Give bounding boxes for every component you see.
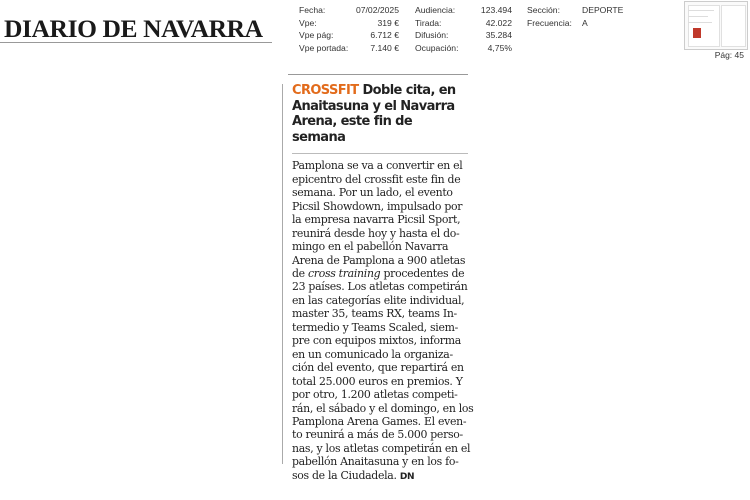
body-line: rán, el sábado y el domingo, en los xyxy=(292,401,474,415)
body-line: pabellón Anaitasuna y en los fo- xyxy=(292,455,459,469)
thumbnail-line xyxy=(688,16,708,17)
body-line: semana. Por un lado, el evento xyxy=(292,186,453,200)
difusion-value: 35.284 xyxy=(485,30,512,40)
meta-column-2 xyxy=(415,4,512,54)
body-line: to reunirá a más de 5.000 perso- xyxy=(292,428,463,442)
body-line-suffix: procedentes de xyxy=(383,267,465,280)
body-line: en un comunicado la organiza- xyxy=(292,347,453,361)
body-line: termedio y Teams Scaled, siem- xyxy=(292,320,459,334)
masthead-logo: DIARIO DE NAVARRA xyxy=(4,14,263,43)
body-line: pre con equipos mixtos, informa xyxy=(292,334,461,348)
seccion-label: Sección: xyxy=(527,5,560,15)
audiencia-value: 123.494 xyxy=(480,5,512,15)
body-line: mingo en el pabellón Navarra xyxy=(292,240,449,254)
ocupacion-label: Ocupación: xyxy=(415,42,459,53)
article xyxy=(282,74,474,484)
body-line: Picsil Showdown, impulsado por xyxy=(292,199,463,213)
vpe-value: 319 € xyxy=(377,17,399,28)
body-last-line: sos de la Ciudadela. xyxy=(292,468,397,482)
thumbnail-highlight xyxy=(693,28,701,38)
page-thumbnail[interactable] xyxy=(684,1,748,50)
frecuencia-value: A xyxy=(582,17,588,28)
body-line: Pamplona se va a convertir en el xyxy=(292,159,463,173)
body-line xyxy=(292,267,468,280)
meta-column-3 xyxy=(527,4,627,29)
fecha-value: 07/02/2025 xyxy=(355,5,399,15)
italic-term: cross training xyxy=(307,267,381,280)
article-headline xyxy=(292,83,468,145)
audiencia-label: Audiencia: xyxy=(415,5,456,15)
body-line: Pamplona Arena Games. El even- xyxy=(292,414,467,428)
headline-text: Doble cita, en Anaitasuna y el Navarra Arena, este fin de semana xyxy=(292,83,456,145)
meta-column-1 xyxy=(299,4,399,54)
body-line: ción del evento, que repartirá en xyxy=(292,361,464,375)
thumbnail-line xyxy=(688,10,714,11)
vpe-pag-value: 6.712 € xyxy=(370,30,399,40)
fecha-label: Fecha: xyxy=(299,5,326,15)
page-number: Pág: 45 xyxy=(714,50,744,60)
headline-rule xyxy=(292,153,468,154)
body-line: epicentro del crossfit este fin de xyxy=(292,172,461,186)
body-line: Arena de Pamplona a 900 atletas xyxy=(292,253,466,267)
thumbnail-page-left xyxy=(688,5,720,47)
ocupacion-value: 4,75% xyxy=(487,42,512,53)
body-line: nas, y los atletas competirán en el xyxy=(292,441,471,455)
thumbnail-line xyxy=(688,22,712,23)
body-line: la empresa navarra Picsil Sport, xyxy=(292,213,461,227)
article-top-rule xyxy=(288,74,468,75)
tirada-label: Tirada: xyxy=(415,17,442,28)
masthead-divider xyxy=(0,42,272,43)
vpe-pag-label: Vpe pág: xyxy=(299,30,334,40)
author-signature: DN xyxy=(399,471,415,482)
body-line: 23 países. Los atletas competirán xyxy=(292,280,468,294)
body-line: en las categorías elite individual, xyxy=(292,293,465,307)
vpe-portada-value: 7.140 € xyxy=(370,42,399,53)
frecuencia-label: Frecuencia: xyxy=(527,17,572,28)
section-tag: CROSSFIT xyxy=(292,83,359,98)
seccion-value: DEPORTE xyxy=(582,5,624,15)
body-line: master 35, teams RX, teams In- xyxy=(292,307,457,321)
vpe-portada-label: Vpe portada: xyxy=(299,42,349,53)
vpe-label: Vpe: xyxy=(299,17,317,28)
body-line xyxy=(292,469,468,484)
body-line: reunirá desde hoy y hasta el do- xyxy=(292,226,460,240)
body-line-prefix: de xyxy=(292,267,308,280)
tirada-value: 42.022 xyxy=(485,17,512,28)
article-body xyxy=(292,159,474,484)
difusion-label: Difusión: xyxy=(415,30,449,40)
body-line: total 25.000 euros en premios. Y xyxy=(292,374,463,388)
thumbnail-page-right xyxy=(721,5,746,47)
body-line: por otro, 1.200 atletas competi- xyxy=(292,388,458,402)
